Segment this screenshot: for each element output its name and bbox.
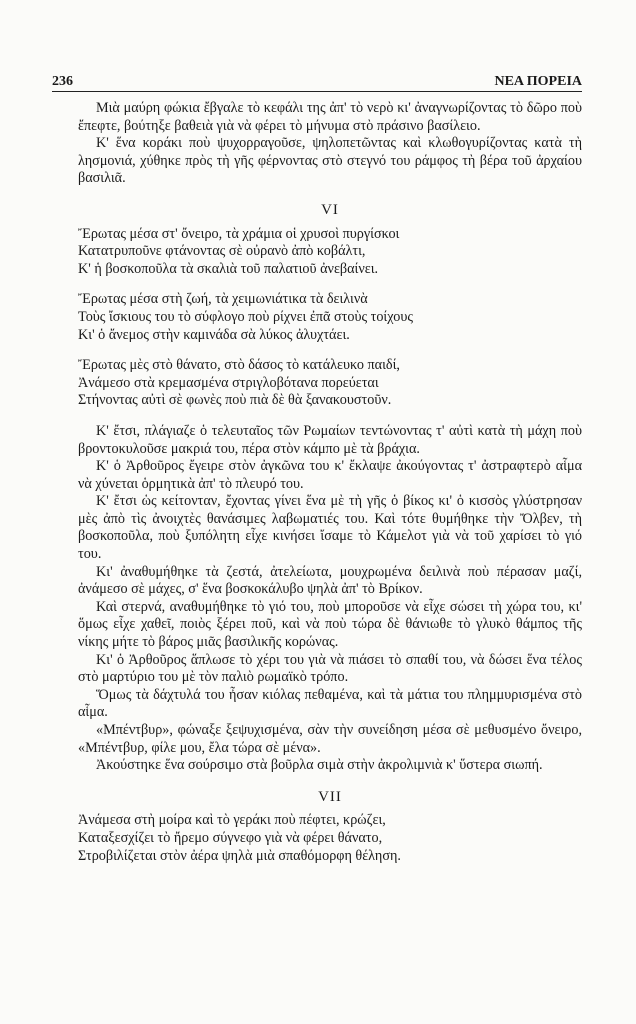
verse-stanza <box>78 226 582 279</box>
verse-line: Κι' ὁ ἄνεμος στὴν καμινάδα σὰ λύκος ἀλυχτάει. <box>78 326 350 343</box>
paragraph: Κ' ὁ Ἀρθοῦρος ἔγειρε στὸν ἀγκῶνα του κ' ἔκλαψε ἀκούγοντας τ' ἀστραφτερὸ αἷμα νὰ χύνεται ὁρμητικὰ ἀπ' τὸ πλευρό του. <box>78 458 582 492</box>
running-title: ΝΕΑ ΠΟΡΕΙΑ <box>494 74 582 89</box>
page-body <box>78 100 582 878</box>
paragraph: Ἀκούστηκε ἕνα σούρσιμο στὰ βοῦρλα σιμὰ στὴν ἀκρολιμνιὰ κ' ὕστερα σιωπή. <box>96 757 543 774</box>
verse-line: Ἀνάμεσο στὰ κρεμασμένα στριγλοβότανα πορεύεται <box>78 374 379 391</box>
verse-line: Στροβιλίζεται στὸν ἀέρα ψηλὰ μιὰ σπαθόμορφη θέληση. <box>78 847 401 864</box>
prose-block <box>78 423 582 775</box>
paragraph: Κι' ὁ Ἀρθοῦρος ἅπλωσε τὸ χέρι του γιὰ νὰ πιάσει τὸ σπαθί του, νὰ δώσει ἕνα τέλος στὸ μαρτύριο του μὲ τὸν παλιὸ ρωμαϊκὸ τρόπο. <box>78 651 582 686</box>
paragraph: Κ' ἕνα κοράκι ποὺ ψυχορραγοῦσε, ψηλοπετῶντας καὶ κλωθογυρίζοντας κατὰ τὴ λησμονιά, χύθηκε πρὸς τὴ γῆς φέρνοντας στὸ στεγνό του ράμφος τὴ βέρα τοῦ ἀρχαίου βασιλιᾶ. <box>78 135 582 187</box>
running-header <box>52 66 582 90</box>
verse-line: Κατατρυποῦνε φτάνοντας σὲ οὐρανὸ ἀπὸ κοβάλτι, <box>78 243 366 260</box>
page-number: 236 <box>52 74 73 89</box>
verse-stanza <box>78 357 582 410</box>
verse-line: Στήνοντας αὐτὶ σὲ φωνὲς ποὺ πιὰ δὲ θὰ ξανακουστοῦν. <box>78 392 392 409</box>
verse-line: Ἔρωτας μέσα στὴ ζωή, τὰ χειμωνιάτικα τὰ δειλινὰ <box>78 291 368 308</box>
verse-line: Ἔρωτας μὲς στὸ θάνατο, στὸ δάσος τὸ κατάλευκο παιδί, <box>78 357 400 374</box>
paragraph: «Μπέντβυρ», φώναξε ξεψυχισμένα, σὰν τὴν συνείδηση μέσα σὲ μεθυσμένο ὄνειρο, «Μπέντβυρ, φίλε μου, ἔλα τώρα σὲ μένα». <box>78 722 582 756</box>
verse-stanza <box>78 812 582 865</box>
paragraph: Κ' ἔτσι, πλάγιαζε ὁ τελευταῖος τῶν Ρωμαίων τεντώνοντας τ' αὐτὶ κατὰ τὴ μάχη ποὺ βροντοκυλοῦσε μακριά του, πέρα στὸν κάμπο μὲ τὰ βράχια. <box>78 422 582 457</box>
verse-line: Ἀνάμεσα στὴ μοίρα καὶ τὸ γεράκι ποὺ πέφτει, κρώζει, <box>78 812 386 829</box>
paragraph: Ὅμως τὰ δάχτυλά του ἦσαν κιόλας πεθαμένα, καὶ τὰ μάτια του πλημμυρισμένα στὸ αἷμα. <box>78 686 582 721</box>
header-rule <box>52 91 582 92</box>
paragraph: Κ' ἔτσι ὡς κείτονταν, ἔχοντας γίνει ἕνα μὲ τὴ γῆς ὁ βίκος κι' ὁ κισσὸς γλύστρησαν μὲς ἀπὸ τὶς ἀνοιχτὲς θανάσιμες λαβωματιές του. Καὶ τότε θυμήθηκε τὴν Ὄλβεν, τὴ βοσκοποῦλα, ποὺ ξυπόλητη εἶχε κινήσει ἴσαμε τὸ Κάμελοτ γιὰ νὰ τοῦ χαρίσει τὸ γιό του. <box>78 493 582 563</box>
paragraph: Καὶ στερνά, αναθυμήθηκε τὸ γιό του, ποὺ μποροῦσε νὰ εἶχε σώσει τὴ χώρα του, κι' ὅμως εἶχε χαθεῖ, ποιὸς ξέρει ποῦ, καὶ νὰ ποὺ τώρα δὲ θάνιωθε τὸ γλυκὸ θάμπος τῆς νίκης μήτε τὸ βάρος μιᾶς βασιλικῆς κορώνας. <box>78 598 582 651</box>
verse-line: Ἔρωτας μέσα στ' ὄνειρο, τὰ χράμια οἱ χρυσοὶ πυργίσκοι <box>78 225 400 242</box>
verse-line: Καταξεσχίζει τὸ ἤρεμο σύγνεφο γιὰ νὰ φέρει θάνατο, <box>78 829 383 846</box>
paragraph: Κι' ἀναθυμήθηκε τὰ ζεστά, ἀτελείωτα, μουχρωμένα δειλινὰ ποὺ πέρασαν μαζί, ἀνάμεσο σὲ μάχες, σ' ἕνα βοσκοκάλυβο ψηλὰ ἀπ' τὸ Βρίκον. <box>78 563 582 598</box>
verse-line: Τοὺς ἴσκιους του τὸ σύφλογο ποὺ ρίχνει ἐπᾶ στοὺς τοίχους <box>78 308 413 325</box>
verse-stanza <box>78 291 582 344</box>
section-number: VI <box>321 201 339 218</box>
section-number: VII <box>318 788 342 805</box>
paragraph: Μιὰ μαύρη φώκια ἔβγαλε τὸ κεφάλι της ἀπ' τὸ νερὸ κι' ἀναγνωρίζοντας τὸ δῶρο ποὺ ἔπεφτε, βούτηξε βαθειὰ γιὰ νὰ φέρει τὸ μήνυμα στὸ πράσινο βασίλειο. <box>78 100 582 134</box>
verse-line: Κ' ἡ βοσκοποῦλα τὰ σκαλιὰ τοῦ παλατιοῦ ἀνεβαίνει. <box>78 260 379 277</box>
